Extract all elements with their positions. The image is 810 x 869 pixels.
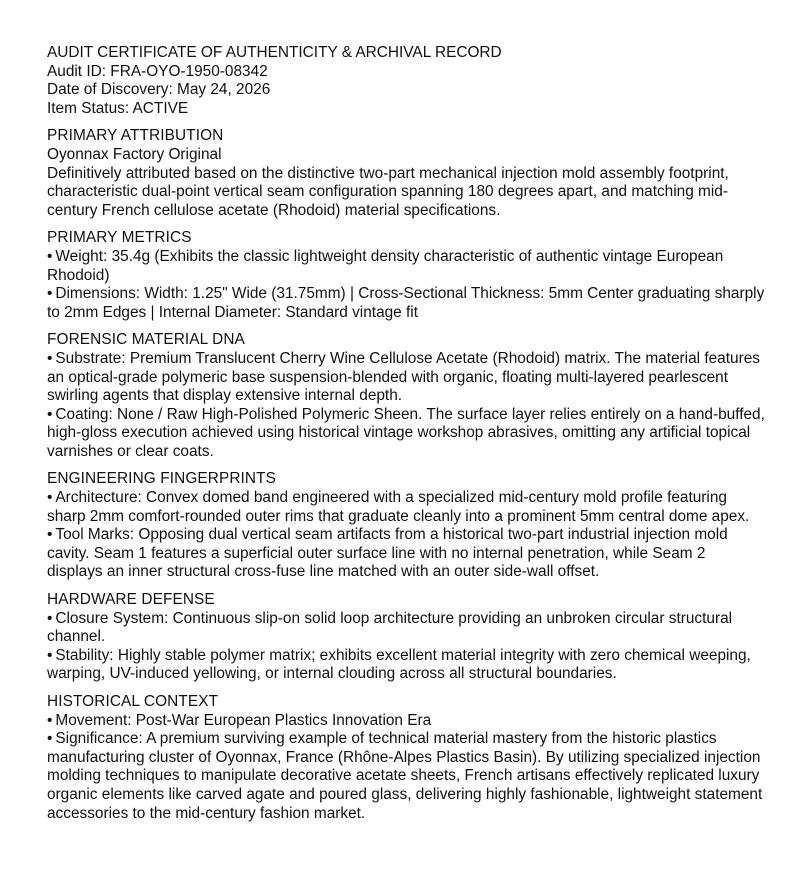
section-forensic-material-dna [47, 331, 765, 461]
certificate-title: AUDIT CERTIFICATE OF AUTHENTICITY & ARCHIVAL RECORD [47, 44, 502, 61]
certificate-document [47, 44, 765, 832]
bullet-item [47, 489, 765, 526]
audit-id: Audit ID: FRA-OYO-1950-08342 [47, 62, 268, 80]
attribution-text: Definitively attributed based on the distinctive two-part mechanical injection mold assembly footprint, characteristic dual-point vertical seam configuration spanning 180 degrees apart, and matching mid-century French cellulose acetate (Rhodoid) material specifications. [47, 164, 729, 219]
section-primary-attribution [47, 127, 765, 220]
bullet-item [47, 730, 765, 823]
section-heading: HISTORICAL CONTEXT [47, 693, 219, 710]
bullet-mark: • [47, 285, 53, 303]
section-primary-metrics [47, 229, 765, 322]
bullet-item [47, 647, 765, 684]
bullet-text: Tool Marks: Opposing dual vertical seam artifacts from a historical two-part industrial injection mold cavity. Seam 1 features a superficial outer surface line with no internal penetration, while Seam 2 displays an inner structural cross-fuse line matched with an outer side-wall offset. [47, 526, 728, 581]
section-heading: PRIMARY METRICS [47, 229, 192, 247]
bullet-text: Significance: A premium surviving example of technical material mastery from the historic plastics manufacturing cluster of Oyonnax, France (Rhône-Alpes Plastics Basin). By utilizing specialized injection molding techniques to manipulate decorative acetate sheets, French artisans effectively replicated luxury organic elements like carved agate and poured glass, delivering highly fashionable, lightweight statement accessories to the mid-century fashion market. [47, 730, 763, 822]
section-heading: PRIMARY ATTRIBUTION [47, 127, 224, 145]
bullet-item [47, 350, 765, 406]
bullet-mark: • [47, 405, 53, 423]
section-hardware-defense [47, 591, 765, 684]
bullet-mark: • [47, 247, 53, 265]
bullet-mark: • [47, 349, 53, 367]
certificate-header [47, 44, 765, 118]
bullet-mark: • [47, 711, 53, 729]
bullet-text: Coating: None / Raw High-Polished Polymeric Sheen. The surface layer relies entirely on a hand-buffed, high-gloss execution achieved using historical vintage workshop abrasives, omitting any artificial topical varnishes or clear coats. [47, 405, 765, 460]
bullet-item [47, 712, 765, 731]
bullet-mark: • [47, 730, 53, 748]
bullet-item [47, 285, 765, 322]
bullet-item [47, 526, 765, 582]
bullet-text: Substrate: Premium Translucent Cherry Wine Cellulose Acetate (Rhodoid) matrix. The material features an optical-grade polymeric base suspension-blended with organic, floating multi-layered pearlescent swirling agents that display extensive internal depth. [47, 349, 760, 405]
bullet-text: Architecture: Convex domed band engineered with a specialized mid-century mold profile featuring sharp 2mm comfort-rounded outer rims that graduate cleanly into a prominent 5mm central dome apex. [47, 489, 750, 525]
bullet-text: Closure System: Continuous slip-on solid loop architecture providing an unbroken circular structural channel. [47, 609, 733, 646]
bullet-mark: • [47, 646, 53, 664]
section-historical-context [47, 693, 765, 823]
bullet-text: Dimensions: Width: 1.25" Wide (31.75mm) | Cross-Sectional Thickness: 5mm Center graduating sharply to 2mm Edges | Internal Diameter: Standard vintage fit [47, 285, 765, 321]
bullet-item [47, 610, 765, 647]
bullet-item [47, 406, 765, 462]
date-of-discovery: Date of Discovery: May 24, 2026 [47, 81, 271, 99]
section-heading: ENGINEERING FINGERPRINTS [47, 470, 277, 488]
bullet-text: Stability: Highly stable polymer matrix; exhibits excellent material integrity with zero chemical weeping, warping, UV-induced yellowing, or internal clouding across all structural boundaries. [47, 646, 751, 683]
bullet-text: Weight: 35.4g (Exhibits the classic lightweight density characteristic of authentic vintage European Rhodoid) [47, 247, 724, 284]
section-heading: HARDWARE DEFENSE [47, 591, 215, 609]
item-status: Item Status: ACTIVE [47, 99, 189, 117]
bullet-mark: • [47, 526, 53, 544]
bullet-mark: • [47, 489, 53, 507]
attribution-subtitle: Oyonnax Factory Original [47, 145, 222, 163]
section-heading: FORENSIC MATERIAL DNA [47, 331, 245, 349]
bullet-mark: • [47, 609, 53, 627]
bullet-text: Movement: Post-War European Plastics Innovation Era [55, 711, 432, 729]
section-engineering-fingerprints [47, 470, 765, 582]
bullet-item [47, 248, 765, 285]
